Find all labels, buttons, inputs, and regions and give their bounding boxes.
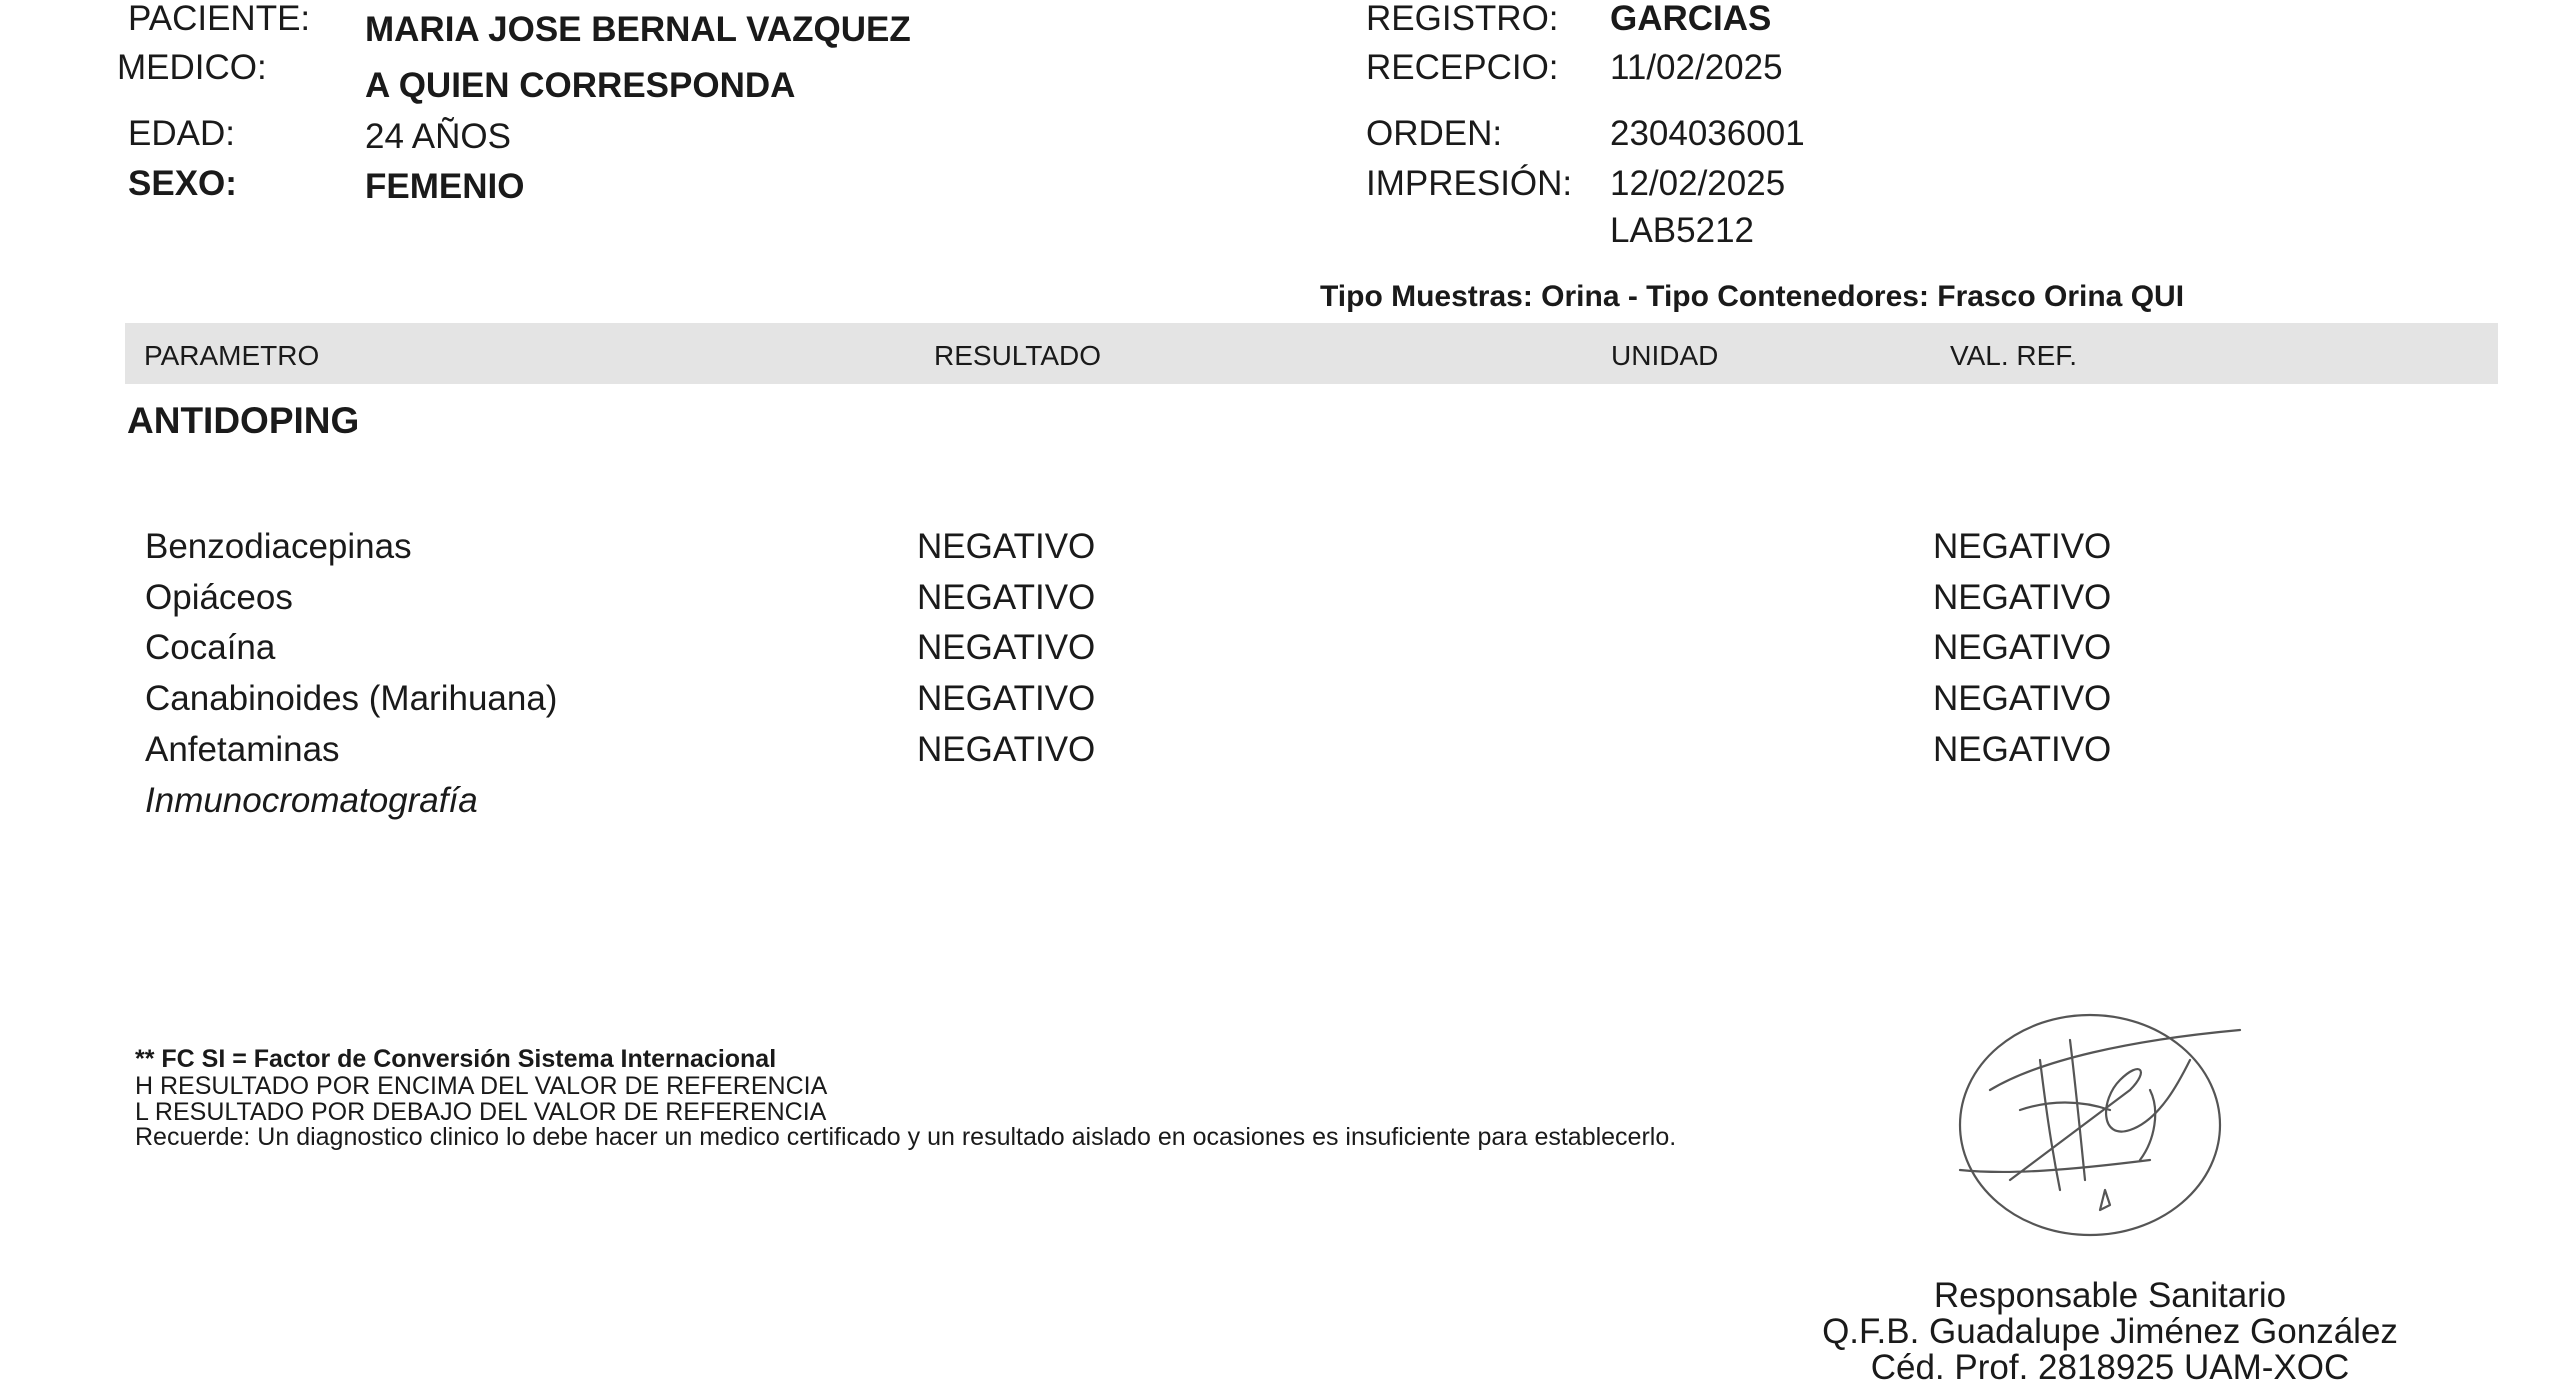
note-disclaimer: Recuerde: Un diagnostico clinico lo debe hacer un medico certificado y un resultado aislado en ocasiones es insuficiente para establecerlo.	[135, 1123, 1677, 1151]
sexo-value: FEMENIO	[365, 167, 525, 206]
row-val-ref: NEGATIVO	[1933, 628, 2112, 667]
edad-label: EDAD:	[128, 114, 235, 153]
impresion-value: 12/02/2025	[1610, 164, 1786, 203]
row-val-ref: NEGATIVO	[1933, 527, 2112, 566]
note-low: L RESULTADO POR DEBAJO DEL VALOR DE REFERENCIA	[135, 1098, 827, 1126]
note-high: H RESULTADO POR ENCIMA DEL VALOR DE REFERENCIA	[135, 1072, 828, 1100]
row-resultado: NEGATIVO	[917, 628, 1096, 667]
column-header-resultado: RESULTADO	[934, 340, 1101, 371]
row-val-ref: NEGATIVO	[1933, 730, 2112, 769]
paciente-value: MARIA JOSE BERNAL VAZQUEZ	[365, 10, 911, 49]
medico-label: MEDICO:	[117, 48, 267, 87]
orden-value: 2304036001	[1610, 114, 1805, 153]
column-header-val-ref: VAL. REF.	[1950, 340, 2078, 371]
recepcio-label: RECEPCIO:	[1366, 48, 1559, 87]
row-val-ref: NEGATIVO	[1933, 679, 2112, 718]
column-header-unidad: UNIDAD	[1611, 340, 1719, 371]
signature-block	[1780, 1278, 2440, 1386]
section-title: ANTIDOPING	[127, 400, 360, 441]
edad-value: 24 AÑOS	[365, 117, 511, 156]
sexo-label: SEXO:	[128, 164, 237, 203]
signature-cedula: Céd. Prof. 2818925 UAM-XOC	[1870, 1348, 2350, 1387]
registro-label: REGISTRO:	[1366, 0, 1559, 38]
row-resultado: NEGATIVO	[917, 527, 1096, 566]
signature-role: Responsable Sanitario	[1933, 1276, 2287, 1315]
row-parametro: Anfetaminas	[145, 730, 340, 769]
method-note: Inmunocromatografía	[145, 781, 478, 820]
recepcio-value: 11/02/2025	[1610, 48, 1783, 87]
row-resultado: NEGATIVO	[917, 730, 1096, 769]
row-val-ref: NEGATIVO	[1933, 578, 2112, 617]
note-fc-si: ** FC SI = Factor de Conversión Sistema Internacional	[135, 1045, 777, 1073]
row-resultado: NEGATIVO	[917, 578, 1096, 617]
orden-label: ORDEN:	[1366, 114, 1503, 153]
lab-code: LAB5212	[1610, 211, 1755, 250]
medico-value: A QUIEN CORRESPONDA	[365, 66, 796, 105]
row-parametro: Opiáceos	[145, 578, 293, 617]
sample-info: Tipo Muestras: Orina - Tipo Contenedores: Frasco Orina QUI	[1320, 280, 2185, 313]
registro-value: GARCIAS	[1610, 0, 1772, 38]
row-resultado: NEGATIVO	[917, 679, 1096, 718]
impresion-label: IMPRESIÓN:	[1366, 164, 1573, 203]
column-header-parametro: PARAMETRO	[144, 340, 320, 371]
signature-name: Q.F.B. Guadalupe Jiménez González	[1822, 1312, 2398, 1351]
row-parametro: Canabinoides (Marihuana)	[145, 679, 558, 718]
row-parametro: Benzodiacepinas	[145, 527, 412, 566]
row-parametro: Cocaína	[145, 628, 276, 667]
table-header	[125, 323, 2498, 384]
paciente-label: PACIENTE:	[128, 0, 311, 38]
handwritten-signature	[1950, 1000, 2250, 1250]
